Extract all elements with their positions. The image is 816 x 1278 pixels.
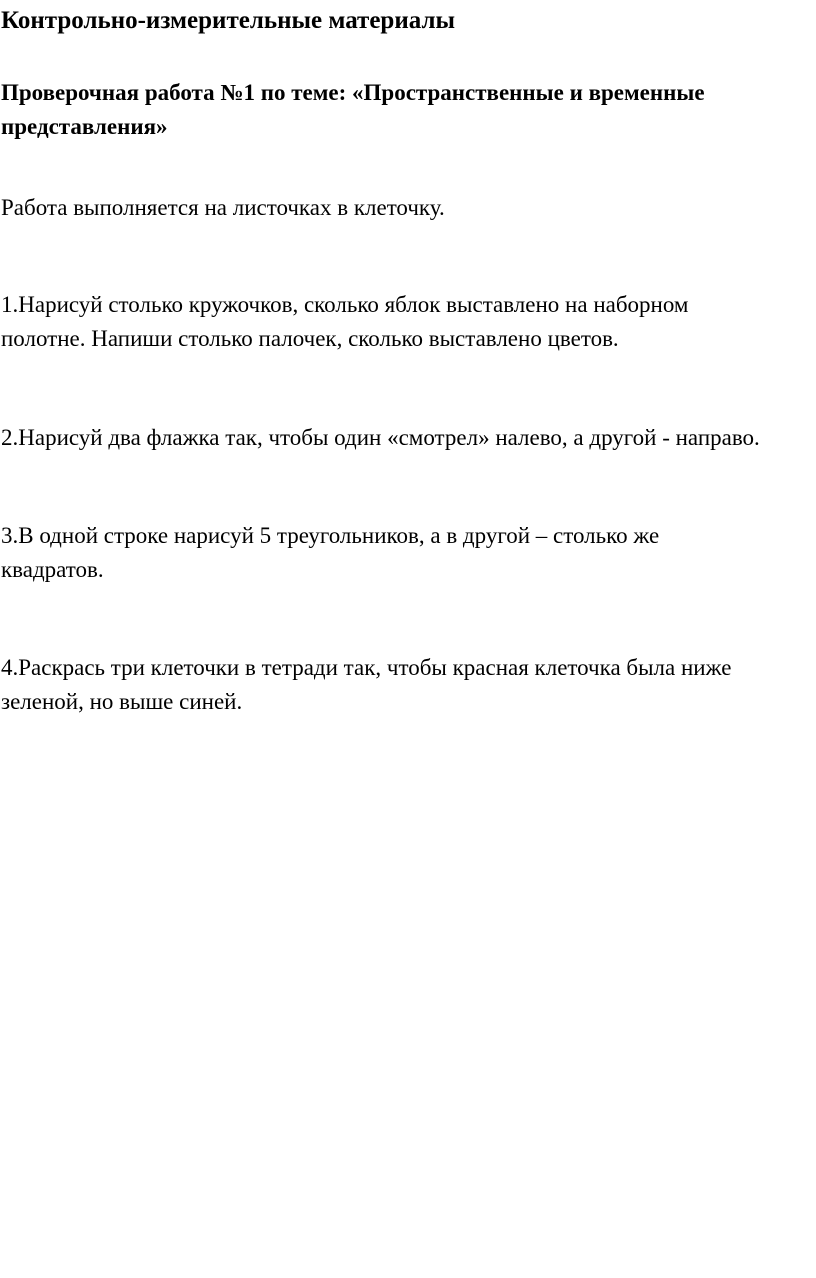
document-title: Контрольно-измерительные материалы (1, 7, 456, 34)
task-2: 2.Нарисуй два флажка так, чтобы один «смотрел» налево, а другой - направо. (1, 425, 760, 450)
task-1: 1.Нарисуй столько кружочков, сколько яблок выставлено на наборном полотне. Напиши столько палочек, сколько выставлено цветов. (1, 292, 689, 351)
task-4: 4.Раскрась три клеточки в тетради так, чтобы красная клеточка была ниже зеленой, но выше синей. (1, 655, 732, 714)
task-3: 3.В одной строке нарисуй 5 треугольников, а в другой – столько же квадратов. (1, 523, 660, 582)
intro-text: Работа выполняется на листочках в клеточку. (1, 195, 445, 220)
test-heading: Проверочная работа №1 по теме: «Пространственные и временные представления» (1, 80, 705, 139)
